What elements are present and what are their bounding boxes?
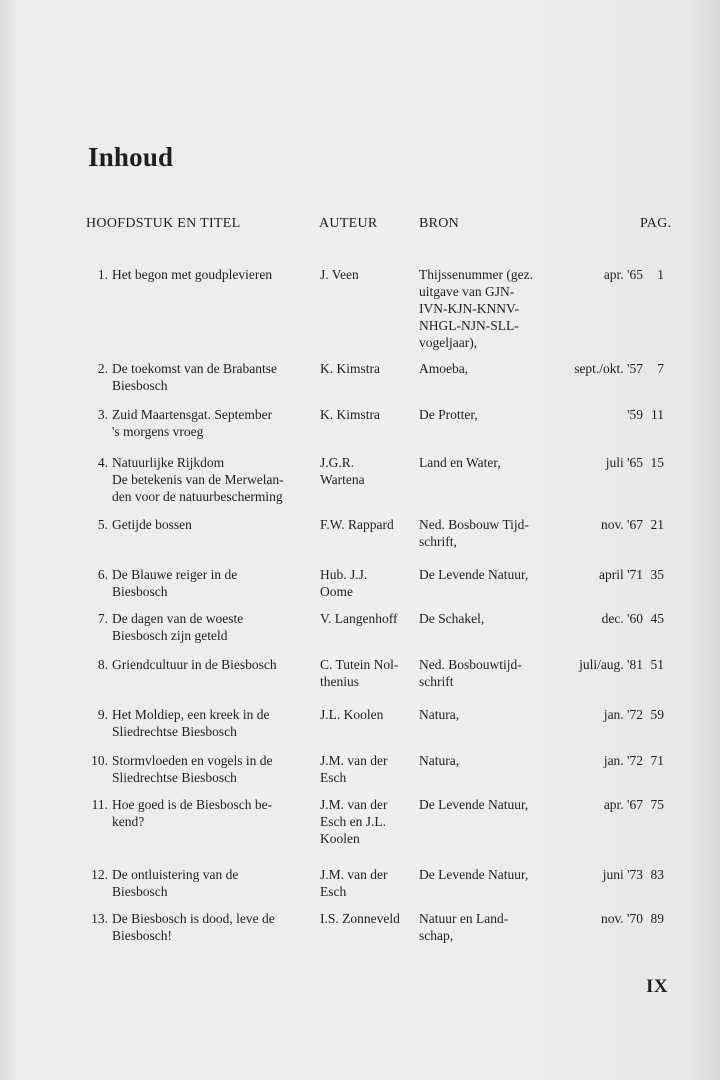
entry-date: nov. '67: [600, 517, 643, 532]
entry-date: '59: [627, 407, 643, 422]
entry-source-line: De Levende Natuur,: [419, 567, 529, 582]
entry-title: [112, 406, 312, 440]
entry-title: [112, 516, 312, 533]
entry-source-line: Ned. Bosbouw Tijd-: [419, 517, 529, 532]
entry-source-line: schrift,: [419, 534, 457, 549]
entry-page: 7: [657, 361, 664, 376]
entry-source-line: vogeljaar),: [419, 335, 478, 350]
entry-page: 59: [650, 707, 664, 722]
entry-source-line: IVN-KJN-KNNV-: [419, 301, 519, 316]
entry-number: 7.: [97, 611, 108, 626]
entry-author-line: Wartena: [320, 472, 365, 487]
entry-source-line: Amoeba,: [419, 361, 469, 376]
entry-author: [320, 406, 415, 423]
entry-title-line: Biesbosch: [112, 378, 168, 393]
entry-source-line: uitgave van GJN-: [419, 284, 515, 299]
entry-source-line: De Levende Natuur,: [419, 867, 529, 882]
entry-source-line: schrift: [419, 674, 454, 689]
entry-title-line: Het Moldiep, een kreek in de: [112, 707, 270, 722]
entry-title-line: De toekomst van de Brabantse: [112, 361, 277, 376]
entry-author-line: V. Langenhoff: [320, 611, 398, 626]
entry-author-line: I.S. Zonneveld: [320, 911, 400, 926]
entry-source-line: Thijssenummer (gez.: [419, 267, 533, 282]
entry-page: 11: [651, 407, 664, 422]
header-author: AUTEUR: [319, 216, 378, 231]
entry-page: 15: [650, 455, 664, 470]
entry-author-line: Esch: [320, 884, 347, 899]
entry-title-line: De Blauwe reiger in de: [112, 567, 238, 582]
entry-source-line: Natura,: [419, 707, 460, 722]
entry-number: 12.: [91, 867, 108, 882]
entry-page: 75: [650, 797, 664, 812]
entry-author: [320, 866, 415, 900]
entry-page: 71: [650, 753, 664, 768]
entry-date: nov. '70: [600, 911, 643, 926]
entry-author-line: Esch: [320, 770, 347, 785]
entry-title-line: Biesbosch: [112, 884, 168, 899]
entry-title-line: kend?: [112, 814, 145, 829]
page-shadow: [690, 0, 720, 1080]
entry-number: 11.: [91, 797, 108, 812]
entry-title-line: den voor de natuurbescherming: [112, 489, 283, 504]
page-folio: IX: [646, 976, 669, 997]
entry-number: 10.: [91, 753, 108, 768]
entry-author-line: Koolen: [320, 831, 360, 846]
entry-title-line: Biesbosch zijn geteld: [112, 628, 228, 643]
entry-source-line: Ned. Bosbouwtijd-: [419, 657, 522, 672]
entry-author-line: J.G.R.: [320, 455, 355, 470]
entry-title: [112, 454, 312, 505]
entry-author: [320, 566, 415, 600]
entry-source-line: Land en Water,: [419, 455, 501, 470]
entry-title: [112, 266, 312, 283]
entry-date: apr. '65: [603, 267, 643, 282]
entry-title: [112, 610, 312, 644]
entry-author: [320, 910, 415, 927]
entry-title-line: De ontluistering van de: [112, 867, 239, 882]
entry-number: 2.: [97, 361, 108, 376]
entry-title-line: De Biesbosch is dood, leve de: [112, 911, 275, 926]
entry-date: juli '65: [605, 455, 643, 470]
entry-title: [112, 360, 312, 394]
entry-number: 5.: [97, 517, 108, 532]
entry-author: [320, 796, 415, 847]
entry-page: 51: [650, 657, 664, 672]
entry-title-line: Biesbosch: [112, 584, 168, 599]
entry-author-line: J.M. van der: [320, 797, 388, 812]
entry-author: [320, 656, 415, 690]
entry-source-line: De Protter,: [419, 407, 478, 422]
entry-number: 13.: [91, 911, 108, 926]
entry-title-line: Stormvloeden en vogels in de: [112, 753, 273, 768]
entry-author-line: K. Kimstra: [320, 361, 380, 376]
entry-author-line: Hub. J.J.: [320, 567, 368, 582]
entry-page: 1: [657, 267, 664, 282]
entry-source-line: schap,: [419, 928, 454, 943]
entry-title-line: Zuid Maartensgat. September: [112, 407, 273, 422]
entry-number: 8.: [97, 657, 108, 672]
entry-page: 83: [650, 867, 664, 882]
entry-source-line: Natura,: [419, 753, 460, 768]
entry-title: [112, 656, 312, 673]
entry-author-line: F.W. Rappard: [320, 517, 394, 532]
entry-source-line: De Levende Natuur,: [419, 797, 529, 812]
entry-number: 1.: [97, 267, 108, 282]
entry-author-line: J. Veen: [320, 267, 359, 282]
entry-title: [112, 706, 312, 740]
header-chapter: HOOFDSTUK EN TITEL: [86, 216, 241, 231]
entry-date: juni '73: [602, 867, 643, 882]
entry-date: dec. '60: [601, 611, 643, 626]
entry-source-line: NHGL-NJN-SLL-: [419, 318, 519, 333]
entry-title-line: Getijde bossen: [112, 517, 192, 532]
entry-page: 45: [650, 611, 664, 626]
entry-title-line: De dagen van de woeste: [112, 611, 244, 626]
entry-author-line: C. Tutein Nol-: [320, 657, 399, 672]
entry-author-line: Esch en J.L.: [320, 814, 386, 829]
entry-title: [112, 566, 312, 600]
page-title: Inhoud: [88, 142, 174, 172]
entry-author-line: J.M. van der: [320, 867, 388, 882]
entry-number: 4.: [97, 455, 108, 470]
entry-title: [112, 866, 312, 900]
entry-author: [320, 610, 415, 627]
entry-page: 89: [650, 911, 664, 926]
entry-date: jan. '72: [603, 707, 643, 722]
entry-author-line: thenius: [320, 674, 359, 689]
entry-page: 21: [650, 517, 664, 532]
entry-title-line: Biesbosch!: [112, 928, 172, 943]
entry-date: jan. '72: [603, 753, 643, 768]
entry-source-line: Natuur en Land-: [419, 911, 509, 926]
header-source: BRON: [419, 216, 460, 231]
entry-author: [320, 266, 415, 283]
entry-title-line: 's morgens vroeg: [112, 424, 204, 439]
entry-page: 35: [650, 567, 664, 582]
entry-number: 9.: [97, 707, 108, 722]
entry-title-line: Hoe goed is de Biesbosch be-: [112, 797, 273, 812]
entry-title-line: Het begon met goudplevieren: [112, 267, 273, 282]
entry-title-line: De betekenis van de Merwelan-: [112, 472, 284, 487]
header-page: PAG.: [640, 216, 672, 231]
entry-title: [112, 796, 312, 830]
entry-author-line: J.M. van der: [320, 753, 388, 768]
entry-author-line: K. Kimstra: [320, 407, 380, 422]
entry-date: april '71: [598, 567, 643, 582]
entry-date: apr. '67: [603, 797, 643, 812]
entry-title: [112, 910, 312, 944]
entry-number: 6.: [97, 567, 108, 582]
entry-author: [320, 752, 415, 786]
entry-author: [320, 360, 415, 377]
entry-title: [112, 752, 312, 786]
entry-author-line: J.L. Koolen: [320, 707, 384, 722]
entry-author-line: Oome: [320, 584, 353, 599]
entry-author: [320, 454, 415, 488]
entry-source-line: De Schakel,: [419, 611, 485, 626]
entry-number: 3.: [97, 407, 108, 422]
entry-author: [320, 706, 415, 723]
entry-date: sept./okt. '57: [574, 361, 643, 376]
entry-title-line: Sliedrechtse Biesbosch: [112, 770, 237, 785]
entry-date: juli/aug. '81: [579, 657, 643, 672]
entry-author: [320, 516, 415, 533]
entry-title-line: Natuurlijke Rijkdom: [112, 455, 225, 470]
entry-title-line: Griendcultuur in de Biesbosch: [112, 657, 277, 672]
entry-title-line: Sliedrechtse Biesbosch: [112, 724, 237, 739]
